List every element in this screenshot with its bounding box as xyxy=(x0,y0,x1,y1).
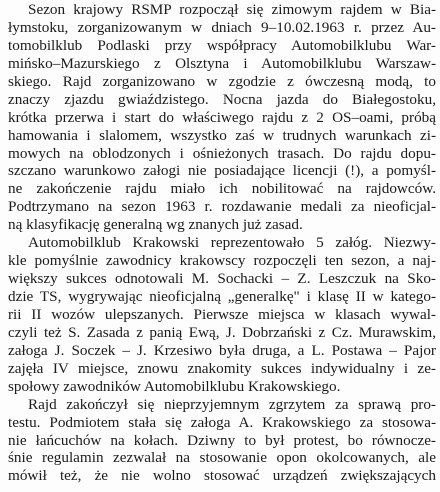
text-line: ne zakończenie rajdu miało ich nobilitować na rajdowców. xyxy=(8,180,436,198)
text-line: tomobilklub Podlaski przy współpracy Automobilklubu War- xyxy=(8,36,436,54)
text-line: testu. Podmiotem stała się załoga A. Krakowskiego za stosowa- xyxy=(8,413,436,431)
text-line: większy sukces odnotowali M. Sochacki – Z. Leszczuk na Sko- xyxy=(8,270,436,288)
text-line: Rajd zakończył się nieprzyjemnym zgrzytem za sprawą pro- xyxy=(28,395,436,413)
paragraph-2 xyxy=(8,234,436,395)
article-text xyxy=(8,1,436,485)
paragraph-3 xyxy=(8,396,436,486)
text-line: kle pomyślnie zawodnicy krakowscy rozpoczęli ten sezon, a naj- xyxy=(8,252,436,270)
text-line: mówił też, że nie wolno stosować urządzeń zwiększających xyxy=(8,467,436,485)
text-line: znaczy zjazdu gwiaździstego. Nocna jazda do Białegostoku, xyxy=(8,90,436,108)
text-line: hamowania i slalomem, wszystko zaś w trudnych warunkach zi- xyxy=(8,126,436,144)
text-line: Automobilklub Krakowski reprezentowało 5 załóg. Niezwy- xyxy=(28,234,436,252)
text-line: Sezon krajowy RSMP rozpoczął się zimowym rajdem w Bia- xyxy=(28,1,436,18)
text-line: szczano warunkowo załogi nie posiadające licencji (!), a pomyśl- xyxy=(8,162,436,180)
text-line: dzie TS, wygrywając nieoficjalną „generalkę" i klasę II w katego- xyxy=(8,288,436,305)
text-line: mowych na oblodzonych i ośnieżonych trasach. Do rajdu dopu- xyxy=(8,144,436,162)
text-line: rii II wozów ulepszanych. Pierwsze miejsca w klasach wywal- xyxy=(8,305,436,323)
text-line: łymstoku, zorganizowanym w dniach 9–10.02.1963 r. przez Au- xyxy=(8,18,436,36)
text-line: czyli też S. Zasada z panią Ewą, J. Dobrzański z Cz. Murawskim, xyxy=(8,323,436,341)
paragraph-1 xyxy=(8,1,436,234)
text-line: śnie regulamin zezwalał na stosowanie opon okolcowanych, ale xyxy=(8,449,436,467)
text-line: zajęła IV miejsce, znowu znakomity sukces indywidualny i ze- xyxy=(8,359,436,377)
text-line: Podtrzymano na sezon 1963 r. rozdawanie medali za nieoficjal- xyxy=(8,198,436,216)
text-line: ną klasyfikację generalną wg znanych już zasad. xyxy=(8,216,303,234)
text-line: nie łańcuchów na kołach. Dziwny to był protest, bo równocze- xyxy=(8,431,436,449)
text-line: mińsko–Mazurskiego z Olsztyna i Automobilklubu Warszaw- xyxy=(8,54,436,72)
text-line: załoga J. Soczek – J. Krzesiwo była druga, a L. Postawa – Pajor xyxy=(8,341,436,359)
text-line: krótka przerwa i start do właściwego rajdu z 2 OS–oami, próbą xyxy=(8,108,436,126)
text-line: skiego. Rajd zorganizowano w zgodzie z ówczesną modą, to xyxy=(8,72,436,90)
text-line: społowy zawodników Automobilklubu Krakowskiego. xyxy=(8,377,341,395)
